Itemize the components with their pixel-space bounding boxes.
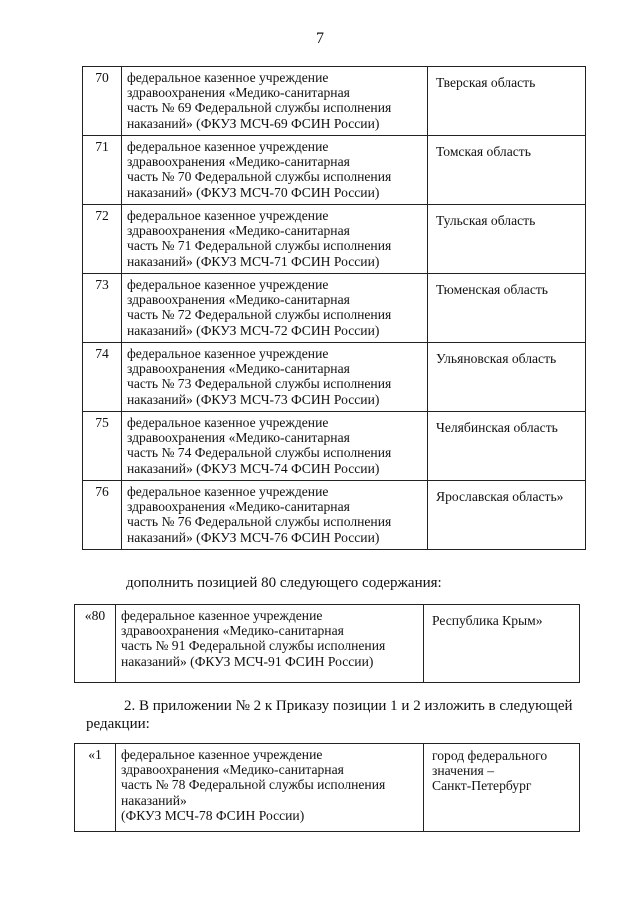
institutions-table [82, 66, 586, 550]
name-line: федеральное казенное учреждение [127, 139, 329, 154]
region-name [424, 744, 580, 832]
name-line: часть № 73 Федеральной службы исполнения [127, 376, 392, 392]
row-number: 70 [83, 67, 122, 136]
region-name: Тверская область [428, 67, 586, 136]
paragraph-line: 2. В приложении № 2 к Приказу позиции 1 и 2 изложить в следующей [124, 698, 573, 714]
region-name: Ярославская область» [428, 481, 586, 550]
institution-name [122, 67, 428, 136]
name-line: здравоохранения «Медико-санитарная [127, 154, 350, 170]
amendment-paragraph: дополнить позицией 80 следующего содержания: [126, 575, 442, 591]
name-line: часть № 69 Федеральной службы исполнения [127, 100, 392, 116]
name-line: наказаний» (ФКУЗ МСЧ-91 ФСИН России) [121, 653, 374, 669]
table-row [83, 205, 586, 274]
page-number: 7 [316, 30, 324, 47]
name-line: федеральное казенное учреждение [127, 484, 329, 499]
name-line: здравоохранения «Медико-санитарная [127, 223, 350, 239]
table-row [83, 136, 586, 205]
region-name: Тюменская область [428, 274, 586, 343]
region-name: Томская область [428, 136, 586, 205]
name-line: здравоохранения «Медико-санитарная [127, 361, 350, 377]
name-line: федеральное казенное учреждение [127, 70, 329, 85]
name-line: часть № 72 Федеральной службы исполнения [127, 307, 392, 323]
row-number: «1 [75, 744, 116, 832]
row-number: 71 [83, 136, 122, 205]
name-line: часть № 91 Федеральной службы исполнения [121, 638, 386, 654]
region-line: значения – [432, 763, 495, 779]
name-line: федеральное казенное учреждение [127, 208, 329, 223]
paragraph-line: редакции: [86, 716, 150, 732]
name-line: наказаний» [121, 792, 187, 808]
institution-name [122, 412, 428, 481]
table-row [75, 605, 580, 683]
section-2-paragraph [86, 697, 582, 733]
table-row [83, 274, 586, 343]
name-line: часть № 74 Федеральной службы исполнения [127, 445, 392, 461]
name-line: (ФКУЗ МСЧ-78 ФСИН России) [121, 807, 305, 823]
region-line: город федерального [432, 748, 548, 763]
name-line: здравоохранения «Медико-санитарная [121, 623, 344, 639]
institution-name [122, 481, 428, 550]
institution-name [116, 744, 424, 832]
position-1-table [74, 743, 580, 832]
name-line: наказаний» (ФКУЗ МСЧ-69 ФСИН России) [127, 115, 380, 131]
name-line: наказаний» (ФКУЗ МСЧ-70 ФСИН России) [127, 184, 380, 200]
region-name: Тульская область [428, 205, 586, 274]
region-line: Санкт-Петербург [432, 778, 532, 794]
institution-name [122, 274, 428, 343]
name-line: наказаний» (ФКУЗ МСЧ-72 ФСИН России) [127, 322, 380, 338]
row-number: 74 [83, 343, 122, 412]
institution-name [116, 605, 424, 683]
name-line: часть № 70 Федеральной службы исполнения [127, 169, 392, 185]
row-number: 75 [83, 412, 122, 481]
name-line: федеральное казенное учреждение [121, 608, 323, 623]
name-line: федеральное казенное учреждение [127, 415, 329, 430]
name-line: федеральное казенное учреждение [127, 346, 329, 361]
table-row [83, 412, 586, 481]
institution-name [122, 205, 428, 274]
name-line: часть № 78 Федеральной службы исполнения [121, 777, 386, 793]
position-80-table [74, 604, 580, 683]
name-line: часть № 71 Федеральной службы исполнения [127, 238, 392, 254]
name-line: федеральное казенное учреждение [121, 747, 323, 762]
name-line: наказаний» (ФКУЗ МСЧ-74 ФСИН России) [127, 460, 380, 476]
table-row [83, 343, 586, 412]
row-number: 72 [83, 205, 122, 274]
name-line: федеральное казенное учреждение [127, 277, 329, 292]
row-number: «80 [75, 605, 116, 683]
name-line: часть № 76 Федеральной службы исполнения [127, 514, 392, 530]
table-row [83, 481, 586, 550]
name-line: наказаний» (ФКУЗ МСЧ-76 ФСИН России) [127, 529, 380, 545]
name-line: наказаний» (ФКУЗ МСЧ-71 ФСИН России) [127, 253, 380, 269]
name-line: здравоохранения «Медико-санитарная [127, 499, 350, 515]
name-line: наказаний» (ФКУЗ МСЧ-73 ФСИН России) [127, 391, 380, 407]
region-name: Ульяновская область [428, 343, 586, 412]
region-name: Челябинская область [428, 412, 586, 481]
name-line: здравоохранения «Медико-санитарная [127, 292, 350, 308]
institution-name [122, 136, 428, 205]
table-row [75, 744, 580, 832]
institution-name [122, 343, 428, 412]
row-number: 73 [83, 274, 122, 343]
region-name: Республика Крым» [424, 605, 580, 683]
table-row [83, 67, 586, 136]
name-line: здравоохранения «Медико-санитарная [127, 85, 350, 101]
name-line: здравоохранения «Медико-санитарная [121, 762, 344, 778]
row-number: 76 [83, 481, 122, 550]
name-line: здравоохранения «Медико-санитарная [127, 430, 350, 446]
